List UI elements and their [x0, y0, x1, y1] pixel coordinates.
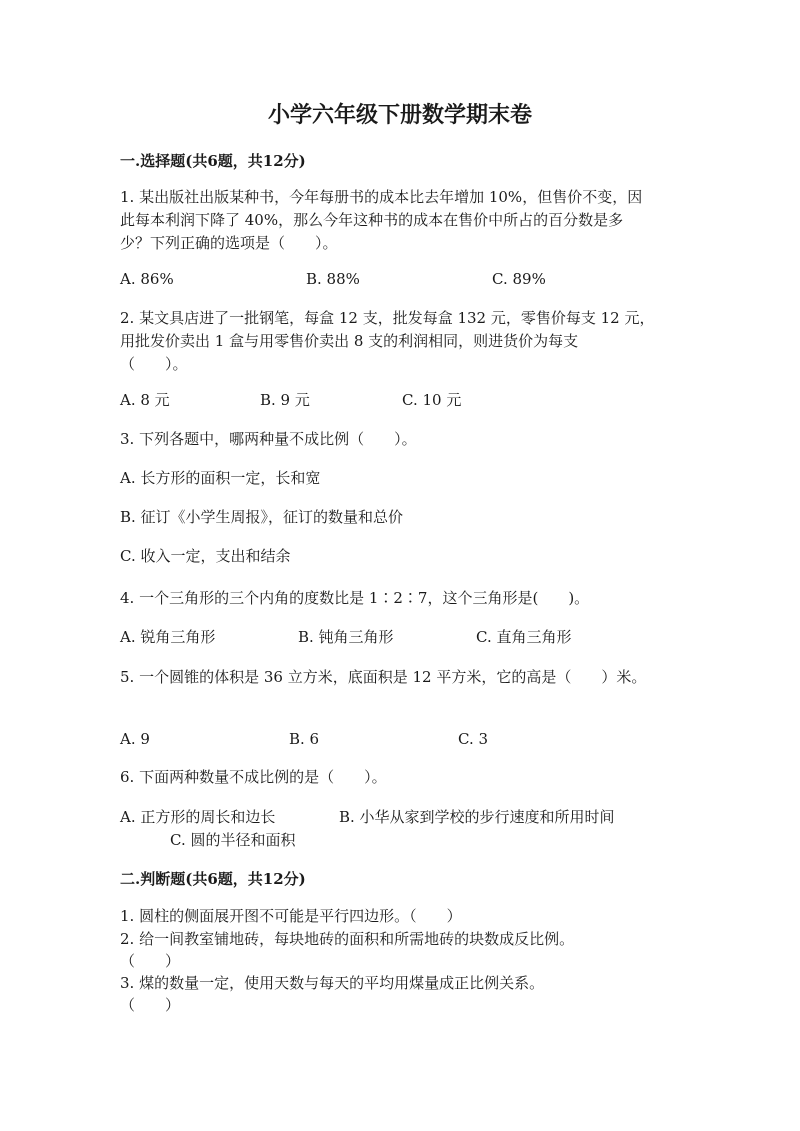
judgement-line-2: 2. 给一间教室铺地砖，每块地砖的面积和所需地砖的块数成反比例。	[120, 930, 575, 948]
question-1-line-3: 少？下列正确的选项是（ ）。	[120, 234, 338, 252]
page-title: 小学六年级下册数学期末卷	[267, 102, 532, 128]
judgement-line-3: （ ）	[120, 952, 181, 970]
judgement-line-4: 3. 煤的数量一定，使用天数与每天的平均用煤量成正比例关系。	[120, 974, 545, 992]
question-3-line-1: 3. 下列各题中，哪两种量不成比例（ ）。	[120, 430, 417, 448]
question-3-option-a: A. 长方形的面积一定，长和宽	[120, 469, 321, 487]
section-header-choice: 一.选择题(共6题，共12分)	[120, 152, 306, 170]
question-1-option-b: B. 88%	[306, 270, 360, 288]
question-5-option-a: A. 9	[120, 730, 150, 748]
question-5-option-c: C. 3	[458, 730, 489, 748]
question-1-line-2: 此每本利润下降了 40%，那么今年这种书的成本在售价中所占的百分数是多	[120, 211, 624, 229]
question-5-line-1: 5. 一个圆锥的体积是 36 立方米，底面积是 12 平方米，它的高是（ ）米。	[120, 668, 647, 686]
question-6-option-c: C. 圆的半径和面积	[170, 831, 296, 849]
judgement-line-1: 1. 圆柱的侧面展开图不可能是平行四边形。（ ）	[120, 907, 462, 925]
question-4-option-a: A. 锐角三角形	[120, 628, 216, 646]
question-2-option-a: A. 8 元	[120, 391, 170, 409]
question-6-line-1: 6. 下面两种数量不成比例的是（ ）。	[120, 768, 387, 786]
question-2-line-1: 2. 某文具店进了一批钢笔，每盒 12 支，批发每盒 132 元，零售价每支 12 元，	[120, 309, 655, 327]
judgement-line-5: （ ）	[120, 996, 181, 1014]
question-1-line-1: 1. 某出版社出版某种书，今年每册书的成本比去年增加 10%，但售价不变，因	[120, 188, 643, 206]
question-6-option-b: B. 小华从家到学校的步行速度和所用时间	[339, 808, 615, 826]
question-4-line-1: 4. 一个三角形的三个内角的度数比是 1∶2∶7，这个三角形是( )。	[120, 589, 590, 607]
question-1-option-c: C. 89%	[492, 270, 546, 288]
question-6-option-a: A. 正方形的周长和边长	[120, 808, 276, 826]
question-4-option-b: B. 钝角三角形	[298, 628, 394, 646]
question-1-option-a: A. 86%	[120, 270, 174, 288]
question-2-option-b: B. 9 元	[260, 391, 310, 409]
question-2-option-c: C. 10 元	[402, 391, 462, 409]
question-4-option-c: C. 直角三角形	[476, 628, 572, 646]
question-2-line-2: 用批发价卖出 1 盒与用零售价卖出 8 支的利润相同，则进货价为每支	[120, 332, 579, 350]
question-3-option-b: B. 征订《小学生周报》，征订的数量和总价	[120, 508, 404, 526]
question-5-option-b: B. 6	[289, 730, 320, 748]
section-header-judgement: 二.判断题(共6题，共12分)	[120, 870, 306, 888]
question-2-line-3: （ ）。	[120, 355, 188, 373]
question-3-option-c: C. 收入一定，支出和结余	[120, 547, 291, 565]
